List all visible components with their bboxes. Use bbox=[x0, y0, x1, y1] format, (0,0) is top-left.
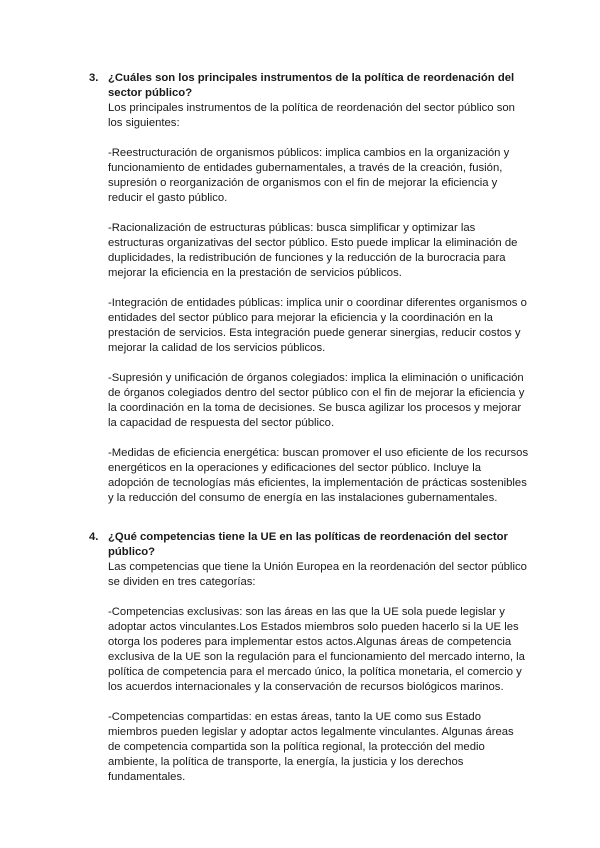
question-3-intro: Los principales instrumentos de la política de reordenación del sector público son los siguientes: bbox=[108, 102, 515, 129]
question-4 bbox=[89, 530, 529, 785]
question-3-paragraph: -Supresión y unificación de órganos colegiados: implica la eliminación o unificación de órganos colegiados dentro del sector público con el fin de mejorar la eficiencia y la coordinación en la toma de decisiones. Se busca agilizar los procesos y mejorar la capacidad de respuesta del sector público. bbox=[108, 372, 525, 429]
question-4-number: 4. bbox=[89, 531, 99, 543]
section-spacer bbox=[89, 521, 529, 530]
question-4-intro: Las competencias que tiene la Unión Europea en la reordenación del sector público se dividen en tres categorías: bbox=[108, 561, 527, 588]
question-3-paragraph: -Racionalización de estructuras públicas: busca simplificar y optimizar las estructuras organizativas del sector público. Esto puede implicar la eliminación de duplicidades, la redistribución de funciones y la reducción de la burocracia para mejorar la eficiencia en la prestación de servicios públicos. bbox=[108, 222, 518, 279]
question-3-paragraph: -Medidas de eficiencia energética: buscan promover el uso eficiente de los recursos energéticos en la operaciones y edificaciones del sector público. Incluye la adopción de tecnologías más eficientes, la implementación de prácticas sostenibles y la reducción del consumo de energía en las instalaciones gubernamentales. bbox=[108, 447, 529, 504]
question-4-title: ¿Qué competencias tiene la UE en las políticas de reordenación del sector público? bbox=[108, 531, 508, 558]
question-3 bbox=[89, 71, 529, 506]
question-3-heading bbox=[89, 71, 529, 101]
question-3-number: 3. bbox=[89, 72, 99, 84]
question-3-paragraph: -Integración de entidades públicas: implica unir o coordinar diferentes organismos o entidades del sector público para mejorar la eficiencia y la coordinación en la prestación de servicios. Esta integración puede generar sinergias, reducir costos y mejorar la calidad de los servicios públicos. bbox=[108, 297, 527, 354]
question-3-paragraph: -Reestructuración de organismos públicos: implica cambios en la organización y funcionamiento de entidades gubernamentales, a través de la creación, fusión, supresión o reorganización de organismos con el fin de mejorar la eficiencia y reducir el gasto público. bbox=[108, 147, 510, 204]
question-4-heading bbox=[89, 530, 529, 560]
question-4-body bbox=[89, 560, 529, 785]
question-4-paragraph: -Competencias compartidas: en estas áreas, tanto la UE como sus Estado miembros pueden legislar y adoptar actos legalmente vinculantes. Algunas áreas de competencia compartida son la política regional, la protección del medio ambiente, la política de transporte, la energía, la justicia y los derechos fundamentales. bbox=[108, 711, 514, 783]
document-content bbox=[89, 71, 529, 800]
question-4-paragraph: -Competencias exclusivas: son las áreas en las que la UE sola puede legislar y adoptar actos vinculantes.Los Estados miembros solo pueden hacerlo si la UE les otorga los poderes para implementar estos actos.Algunas áreas de competencia exclusiva de la UE son la regulación para el funcionamiento del mercado interno, la política de competencia para el mercado único, la política monetaria, el comercio y los acuerdos internacionales y la conservación de recursos biológicos marinos. bbox=[108, 606, 525, 693]
question-3-title: ¿Cuáles son los principales instrumentos de la política de reordenación del sector público? bbox=[108, 72, 515, 99]
question-3-body bbox=[89, 101, 529, 506]
